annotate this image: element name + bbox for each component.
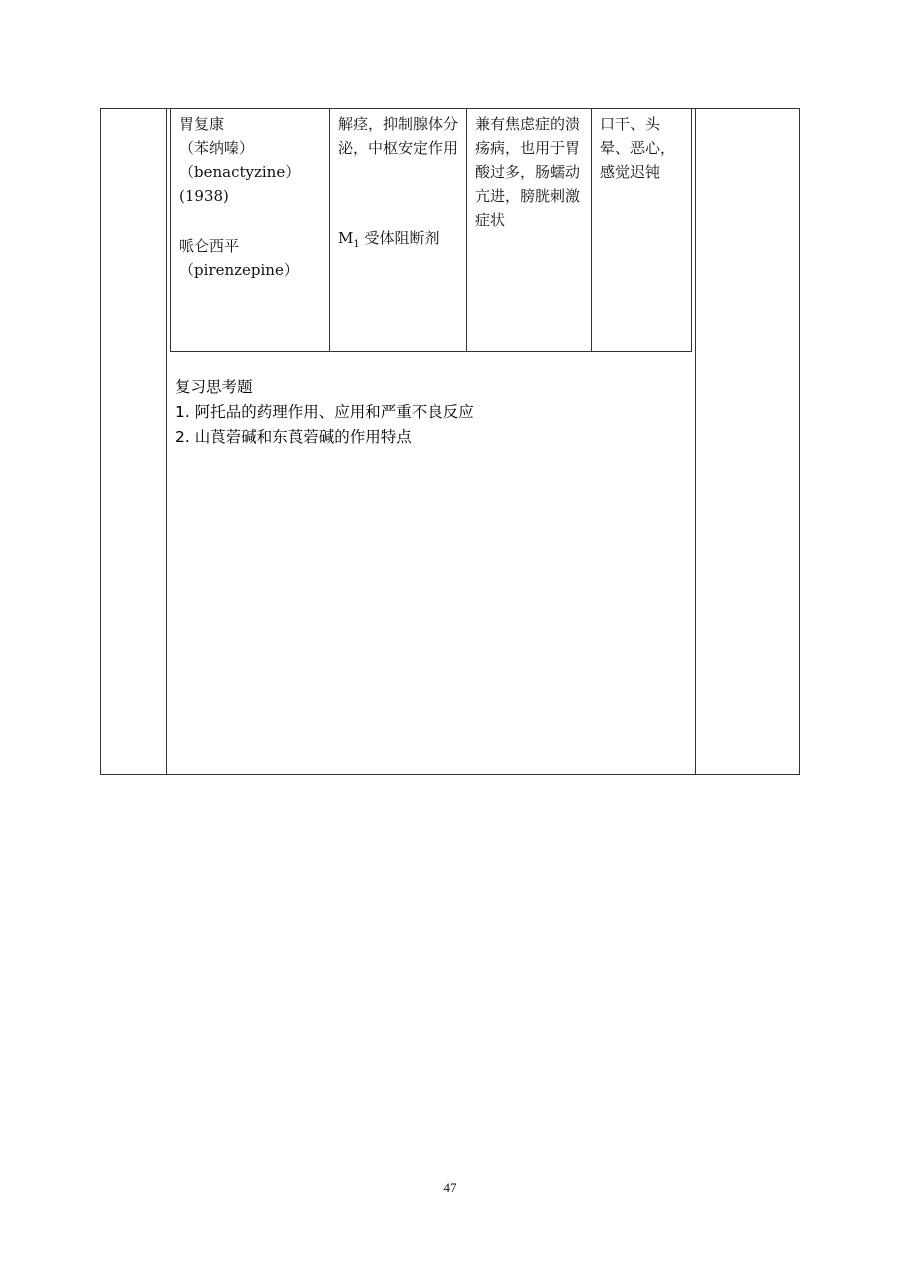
drug-name-benactyzine: 胃复康 [179,115,225,133]
action-text-pirenzepine [338,226,462,257]
adverse-text: 口干、头晕、恶心，感觉迟钝 [600,115,676,181]
action-text-benactyzine: 解痉，抑制腺体分泌，中枢安定作用 [338,115,459,157]
review-title: 复习思考题 [175,378,253,396]
drug-name-pirenzepine: 哌仑西平 [179,237,240,255]
drug-table-divider-3 [591,108,592,351]
m1-subscript: 1 [353,239,360,250]
drug-latin-pirenzepine: （pirenzepine） [179,261,299,279]
review-section [175,375,474,450]
drug-latin-benactyzine: （benactyzine） [179,163,301,181]
adverse-cell [600,112,686,184]
page-number: 47 [443,1180,457,1195]
review-question-1: 1. 阿托品的药理作用、应用和严重不良反应 [175,403,474,421]
m1-letter: M [338,229,354,247]
drug-name-cell [179,112,324,282]
m1-suffix: 受体阻断剂 [359,229,440,247]
indication-text: 兼有焦虑症的溃疡病，也用于胃酸过多，肠蠕动亢进，膀胱刺激症状 [475,115,581,229]
drug-table-divider-2 [466,108,467,351]
review-question-2: 2. 山莨菪碱和东莨菪碱的作用特点 [175,428,412,446]
drug-year-benactyzine: (1938) [179,187,229,205]
outer-column-divider-right [695,109,696,774]
drug-table-divider-1 [329,108,330,351]
indication-cell [475,112,587,232]
action-cell [338,112,462,257]
outer-column-divider-left [166,109,167,774]
drug-alias-benactyzine: （苯纳嗪） [179,139,255,157]
